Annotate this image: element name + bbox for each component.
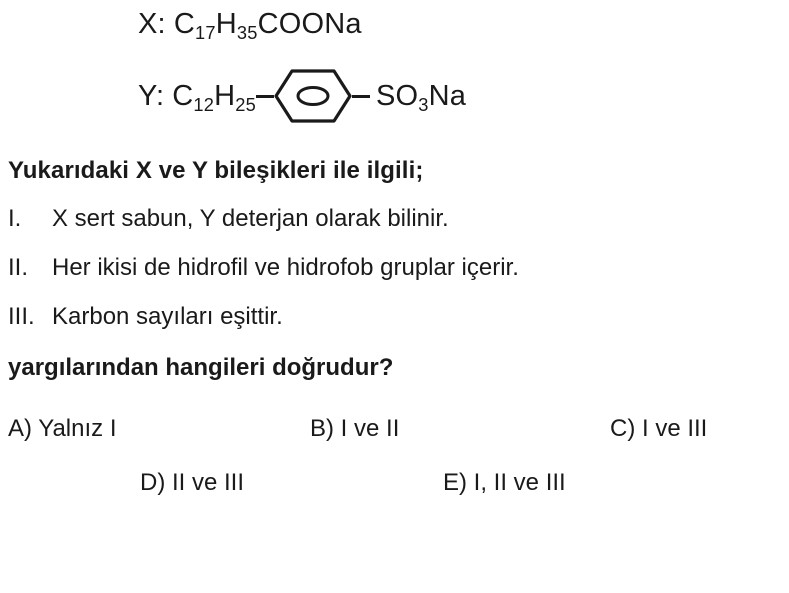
- benzene-ring-group: [256, 69, 370, 123]
- statement-number: I.: [8, 205, 22, 232]
- statement-number: III.: [8, 303, 35, 330]
- formula-y: [138, 69, 789, 123]
- statement-number: II.: [8, 254, 29, 281]
- bond-left: [256, 95, 274, 98]
- statement-list: [8, 207, 789, 329]
- formula-y-chain: $C_{12}H_{25}$: [172, 79, 256, 115]
- statement-text: X sert sabun, Y deterjan olarak bilinir.: [52, 205, 449, 232]
- choices-row-bottom: [0, 469, 789, 501]
- list-item: [8, 305, 789, 329]
- formula-x: [138, 8, 789, 44]
- statement-text: Her ikisi de hidrofil ve hidrofob gruplar içerir.: [52, 254, 519, 281]
- choice-d[interactable]: D) II ve III: [140, 469, 245, 496]
- list-item: [8, 207, 789, 231]
- bond-right: [352, 95, 370, 98]
- choice-c[interactable]: C) I ve III: [610, 415, 708, 442]
- formula-y-tail: $SO_3Na$: [375, 79, 467, 115]
- choice-a[interactable]: A) Yalnız I: [8, 415, 117, 442]
- formula-block: [0, 0, 789, 123]
- formula-y-label: Y:: [138, 79, 165, 112]
- statement-text: Karbon sayıları eşittir.: [52, 303, 283, 330]
- question-stem: Yukarıdaki X ve Y bileşikleri ile ilgili;: [8, 157, 424, 184]
- formula-x-body: $C_{17}H_{35}COONa$: [173, 8, 362, 44]
- list-item: [8, 256, 789, 280]
- question-prompt: yargılarından hangileri doğrudur?: [8, 354, 394, 381]
- choice-e[interactable]: E) I, II ve III: [443, 469, 566, 496]
- choice-b[interactable]: B) I ve II: [310, 415, 400, 442]
- benzene-ring-icon: [274, 69, 352, 123]
- choices-row-top: [0, 415, 789, 447]
- formula-x-label: X:: [138, 8, 166, 40]
